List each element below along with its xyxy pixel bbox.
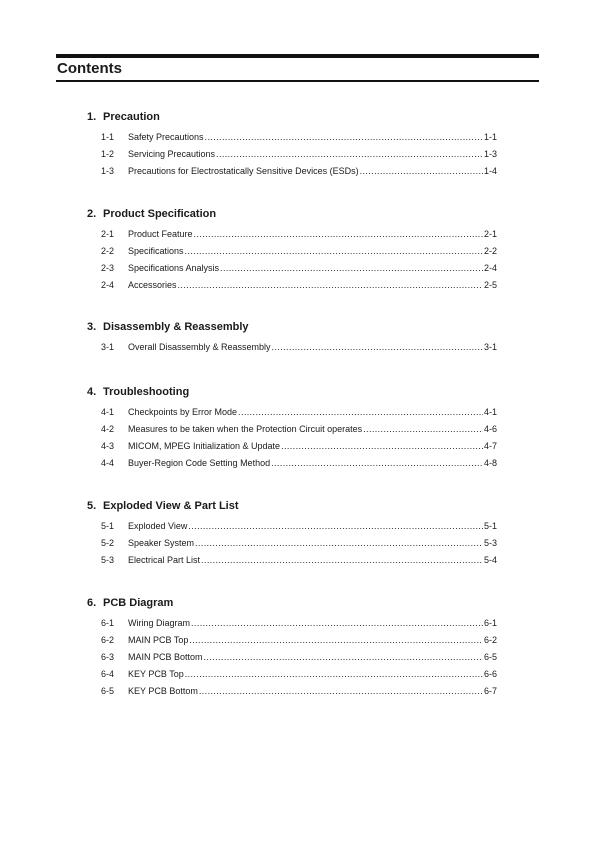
dot-leader [271,455,483,472]
entry-page: 4-8 [483,458,497,468]
entry-number: 5-2 [101,538,115,548]
entry-number: 6-4 [101,669,115,679]
entry-number: 4-2 [101,424,115,434]
entry-title: Speaker System [128,538,195,548]
toc-entry[interactable] [101,260,497,277]
toc-entry[interactable] [101,683,497,700]
entry-page: 4-7 [483,441,497,451]
entry-number: 2-1 [101,229,115,239]
section-exploded-view-part-list [87,499,497,569]
entry-title: Wiring Diagram [128,618,191,628]
entry-page: 2-4 [483,263,497,273]
entry-page: 4-1 [483,407,497,417]
dot-leader [199,683,483,700]
entry-number: 2-4 [101,280,115,290]
page-title: Contents [57,60,122,77]
entry-title: MICOM, MPEG Initialization & Update [128,441,281,451]
entry-title: Accessories [128,280,177,290]
section-heading [87,207,497,221]
entry-title: KEY PCB Bottom [128,686,198,696]
dot-leader [201,552,483,569]
section-title: Product Specification [103,208,217,220]
entry-number: 3-1 [101,342,115,352]
entry-number: 4-3 [101,441,115,451]
dot-leader [216,146,483,163]
entry-title: MAIN PCB Top [128,635,189,645]
section-number: 6. [87,597,97,609]
dot-leader [185,666,483,683]
section-pcb-diagram [87,596,497,700]
entry-title: Overall Disassembly & Reassembly [128,342,271,352]
toc-entry[interactable] [101,163,497,180]
toc-entry[interactable] [101,339,497,356]
toc-entry[interactable] [101,146,497,163]
entry-title: Checkpoints by Error Mode [128,407,238,417]
entry-title: MAIN PCB Bottom [128,652,203,662]
entry-number: 6-2 [101,635,115,645]
section-number: 4. [87,386,97,398]
entry-title: Measures to be taken when the Protection Circuit operates [128,424,363,434]
dot-leader [360,163,483,180]
entry-number: 6-1 [101,618,115,628]
toc-entry[interactable] [101,552,497,569]
dot-leader [205,129,483,146]
toc-entry[interactable] [101,518,497,535]
toc-entry[interactable] [101,277,497,294]
section-product-specification [87,207,497,294]
entry-page: 2-1 [483,229,497,239]
section-heading [87,499,497,513]
top-rule [56,54,539,58]
section-title: PCB Diagram [103,597,174,609]
entry-title: Specifications [128,246,184,256]
entry-number: 2-3 [101,263,115,273]
entry-page: 2-2 [483,246,497,256]
entry-number: 6-5 [101,686,115,696]
entry-page: 5-4 [483,555,497,565]
entry-page: 1-3 [483,149,497,159]
toc-entry[interactable] [101,632,497,649]
entry-number: 6-3 [101,652,115,662]
dot-leader [238,404,483,421]
entry-page: 3-1 [483,342,497,352]
section-number: 5. [87,500,97,512]
entry-title: Servicing Precautions [128,149,216,159]
toc-entry[interactable] [101,404,497,421]
entry-number: 5-1 [101,521,115,531]
entry-page: 1-1 [483,132,497,142]
section-title: Disassembly & Reassembly [103,321,249,333]
toc-entry[interactable] [101,535,497,552]
dot-leader [194,226,483,243]
section-precaution [87,110,497,180]
dot-leader [185,243,483,260]
toc-entry[interactable] [101,615,497,632]
entry-title: Precautions for Electrostatically Sensitive Devices (ESDs) [128,166,359,176]
dot-leader [195,535,483,552]
entry-number: 5-3 [101,555,115,565]
dot-leader [272,339,483,356]
toc-entry[interactable] [101,438,497,455]
entry-number: 2-2 [101,246,115,256]
section-heading [87,320,497,334]
section-heading [87,385,497,399]
toc-entry[interactable] [101,243,497,260]
dot-leader [220,260,483,277]
entry-title: Electrical Part List [128,555,201,565]
entry-number: 4-4 [101,458,115,468]
entry-title: KEY PCB Top [128,669,184,679]
dot-leader [178,277,483,294]
section-number: 3. [87,321,97,333]
entry-page: 5-3 [483,538,497,548]
dot-leader [363,421,483,438]
dot-leader [188,518,483,535]
entry-number: 1-1 [101,132,115,142]
toc-entry[interactable] [101,421,497,438]
entry-number: 1-2 [101,149,115,159]
section-heading [87,596,497,610]
entry-title: Specifications Analysis [128,263,220,273]
section-troubleshooting [87,385,497,472]
toc-entry[interactable] [101,666,497,683]
section-disassembly-reassembly [87,320,497,356]
toc-entry[interactable] [101,649,497,666]
dot-leader [189,632,483,649]
entry-title: Exploded View [128,521,188,531]
section-title: Precaution [103,111,160,123]
toc-entry[interactable] [101,226,497,243]
entry-title: Product Feature [128,229,193,239]
section-title: Troubleshooting [103,386,190,398]
entry-number: 4-1 [101,407,115,417]
entry-page: 6-7 [483,686,497,696]
dot-leader [204,649,483,666]
entry-title: Buyer-Region Code Setting Method [128,458,271,468]
entry-page: 6-2 [483,635,497,645]
entry-page: 5-1 [483,521,497,531]
section-heading [87,110,497,124]
entry-number: 1-3 [101,166,115,176]
title-rule [56,80,539,82]
section-title: Exploded View & Part List [103,500,239,512]
entry-title: Safety Precautions [128,132,204,142]
section-number: 2. [87,208,97,220]
entry-page: 6-1 [483,618,497,628]
entry-page: 2-5 [483,280,497,290]
toc-entry[interactable] [101,129,497,146]
toc-entry[interactable] [101,455,497,472]
entry-page: 1-4 [483,166,497,176]
section-number: 1. [87,111,97,123]
entry-page: 4-6 [483,424,497,434]
entry-page: 6-6 [483,669,497,679]
dot-leader [281,438,483,455]
entry-page: 6-5 [483,652,497,662]
dot-leader [191,615,483,632]
